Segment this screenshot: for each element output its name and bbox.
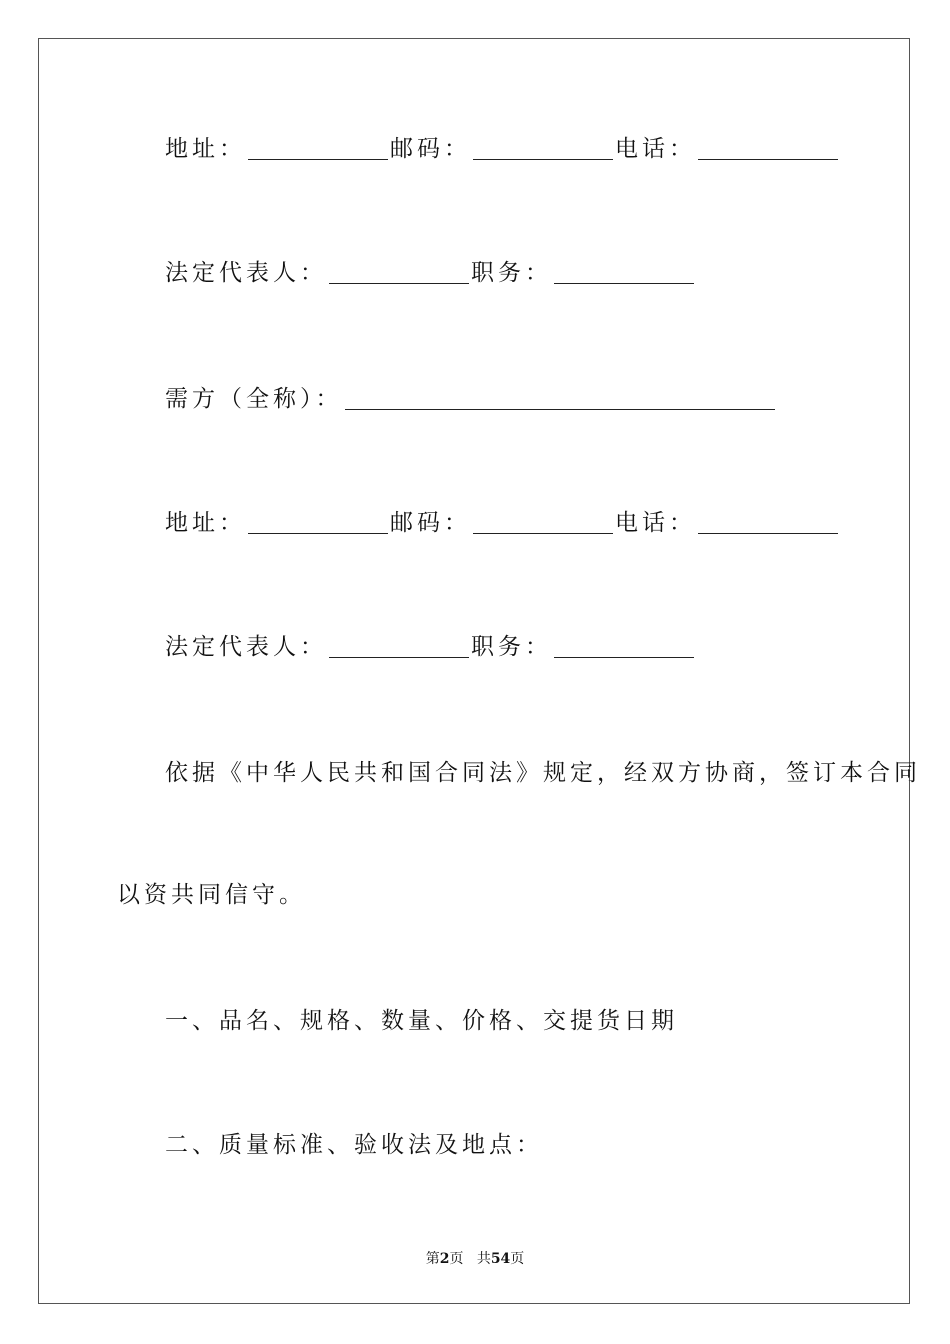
- postcode-label: 邮码：: [390, 136, 471, 162]
- title-label: 职务：: [471, 634, 552, 660]
- page-frame: [38, 38, 910, 1304]
- page-footer: [0, 1248, 950, 1268]
- supplier-contact-line: [165, 134, 840, 164]
- postcode-label: 邮码：: [390, 510, 471, 536]
- buyer-name-label: 需方（全称）：: [165, 386, 343, 412]
- phone-blank[interactable]: [698, 137, 838, 160]
- section-heading-1: 一、品名、规格、数量、价格、交提货日期: [165, 1008, 678, 1034]
- phone-blank[interactable]: [698, 511, 838, 534]
- section-heading-2: 二、质量标准、验收法及地点：: [165, 1132, 543, 1158]
- phone-label: 电话：: [615, 136, 696, 162]
- footer-total-pages: 54: [490, 1251, 511, 1267]
- title-blank[interactable]: [554, 635, 694, 658]
- rep-blank[interactable]: [329, 635, 469, 658]
- rep-label: 法定代表人：: [165, 260, 327, 286]
- buyer-name-line: [165, 384, 777, 414]
- postcode-blank[interactable]: [473, 137, 613, 160]
- postcode-blank[interactable]: [473, 511, 613, 534]
- rep-label: 法定代表人：: [165, 634, 327, 660]
- buyer-rep-line: [165, 632, 696, 662]
- basis-paragraph-line-1: 依据《中华人民共和国合同法》规定，经双方协商，签订本合同: [165, 760, 921, 786]
- title-blank[interactable]: [554, 261, 694, 284]
- title-label: 职务：: [471, 260, 552, 286]
- footer-total-suffix: 页: [510, 1251, 525, 1267]
- basis-paragraph-line-2: 以资共同信守。: [117, 882, 306, 908]
- footer-prefix: 第: [425, 1251, 440, 1267]
- footer-total-prefix: 共: [476, 1251, 491, 1267]
- footer-page-suffix: 页: [449, 1251, 464, 1267]
- address-blank[interactable]: [248, 137, 388, 160]
- address-label: 地址：: [165, 510, 246, 536]
- address-label: 地址：: [165, 136, 246, 162]
- buyer-contact-line: [165, 508, 840, 538]
- supplier-rep-line: [165, 258, 696, 288]
- footer-page-number: 2: [439, 1251, 450, 1267]
- phone-label: 电话：: [615, 510, 696, 536]
- rep-blank[interactable]: [329, 261, 469, 284]
- buyer-name-blank[interactable]: [345, 387, 775, 410]
- address-blank[interactable]: [248, 511, 388, 534]
